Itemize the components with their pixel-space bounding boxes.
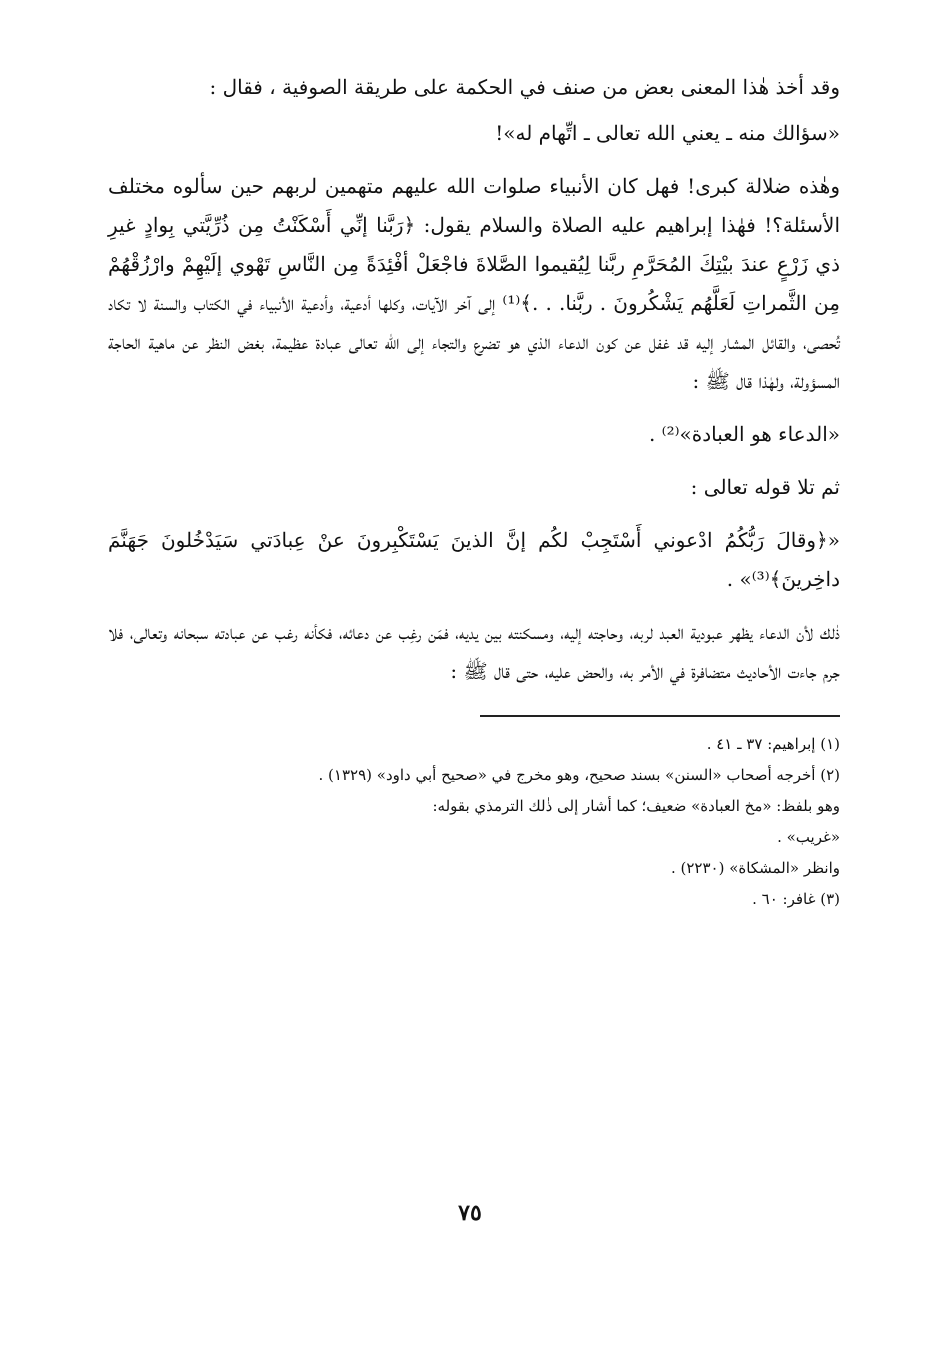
page-number: ٧٥ <box>458 1200 482 1226</box>
footnotes <box>108 729 840 915</box>
footnote-2: (٢) أخرجه أصحاب «السنن» بسند صحيح، وهو مخرج في «صحيح أبي داود» (١٣٢٩) . <box>318 766 840 784</box>
paragraph-prophets-supplication: وهٰذه ضلالة كبرى! فهل كان الأنبياء صلوات الله عليهم متهمين لربهم حين سألوه مختلف الأسئلة؟! فهٰذا إبراهيم عليه الصلاة والسلام يقول: ﴿رَبَّنا إنِّي أَسْكَنْتُ مِن ذُرِّيَّتي بِوادٍ غيرِ ذي زَرْعٍ عندَ بيْتِكَ المُحَرَّمِ ربَّنا لِيُقيموا الصَّلاةَ فاجْعَلْ أفْئِدَةً مِن النَّاسِ تَهْوي إلَيْهِمْ وارْزُقْهُمْ مِن الثَّمراتِ لَعَلَّهُم يَشْكُرونَ . ربَّنا. . .﴾⁽¹⁾ إلى آخر الآيات، وكلها أدعية، وأدعية الأنبياء في الكتاب والسنة لا تكاد تُحصى، والقائل المشار إليه قد غفل عن كون الدعاء الذي هو تضرع والتجاء إلى الله تعالى عبادة عظيمة، بغض النظر عن ماهية الحاجة المسؤولة، ولهٰذا قال ﷺ : <box>108 174 840 393</box>
main-text <box>108 68 840 691</box>
quran-verse-ghafir: «﴿وقالَ رَبُّكُمُ ادْعوني أَسْتَجِبْ لكُم إنَّ الذينَ يَسْتَكْبِرونَ عنْ عِبادَتي سَيَدْخُلونَ جَهَنَّمَ داخِرينَ﴾⁽³⁾» . <box>108 528 840 591</box>
footnote-2-continued: وهو بلفظ: «مخ العبادة» ضعيف؛ كما أشار إلى ذٰلك الترمذي بقوله: <box>432 797 840 815</box>
footnote-1: (١) إبراهيم: ٣٧ ـ ٤١ . <box>706 735 840 753</box>
hadith-dua-is-worship: «الدعاء هو العبادة»⁽²⁾ . <box>648 422 840 446</box>
footnote-divider <box>480 715 840 717</box>
paragraph-then-recited: ثم تلا قوله تعالى : <box>690 475 840 499</box>
paragraph-conclusion: ذٰلك لأن الدعاء يظهر عبودية العبد لربه، وحاجته إليه، ومسكنته بين يديه، فمَن رغِب عن دعائه، فكأنه رغب عن عبادته سبحانه وتعالى، فلا جرم جاءت الأحاديث متضافرة في الأمر به، والحض عليه، حتى قال ﷺ : <box>108 620 840 683</box>
footnote-2-reference: وانظر «المشكاة» (٢٢٣٠) . <box>670 859 840 877</box>
quote-sufi-saying: «سؤالك منه ـ يعني الله تعالى ـ اتِّهام له»! <box>495 121 840 145</box>
page-content <box>108 68 840 915</box>
footnote-3: (٣) غافر: ٦٠ . <box>752 890 840 908</box>
paragraph-intro: وقد أخذ هٰذا المعنى بعض من صنف في الحكمة على طريقة الصوفية ، فقال : <box>209 75 840 99</box>
footnote-2-continued: «غريب» . <box>777 828 840 846</box>
